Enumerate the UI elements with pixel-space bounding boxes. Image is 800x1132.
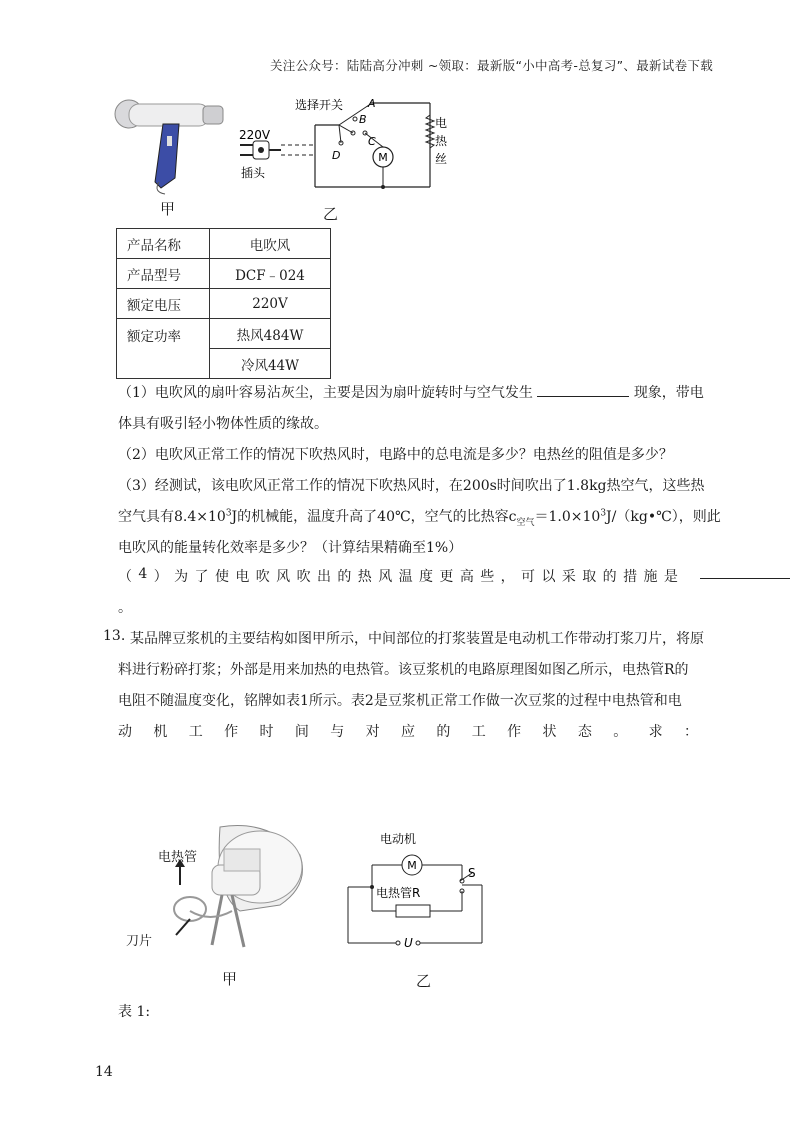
figure-label-yi: 乙 — [323, 205, 339, 223]
hair-dryer-image — [105, 92, 235, 197]
answer-blank[interactable] — [537, 382, 629, 397]
motor-symbol: M — [378, 151, 388, 164]
char: 工 — [471, 724, 486, 740]
table-cell: 热风484W — [210, 319, 331, 349]
char: 了 — [194, 569, 209, 585]
formula-text: J的机械能，温度升高了40℃，空气的比热容c — [231, 509, 517, 525]
answer-blank[interactable] — [700, 564, 790, 579]
formula-text: 空气具有8.4×10 — [118, 509, 226, 525]
contact-a-label: A — [368, 97, 376, 110]
table1-label: 表 1: — [118, 1004, 151, 1020]
heater-label-2: 热 — [435, 134, 448, 148]
char: 动 — [118, 724, 132, 740]
char: 的 — [436, 724, 451, 740]
q13-line3: 电阻不随温度变化，铭牌如表1所示。表2是豆浆机正常工作做一次豆浆的过程中电热管和电 — [118, 693, 682, 709]
table-cell: 额定电压 — [117, 289, 210, 319]
q13-number: 13. — [103, 628, 126, 644]
table-cell: 产品型号 — [117, 259, 210, 289]
char: （ — [118, 569, 132, 585]
char: 是 — [663, 569, 678, 585]
switch-label: S — [468, 866, 476, 880]
motor-label: 电动机 — [380, 832, 417, 846]
char: 求 — [648, 724, 663, 740]
q12-part2: （2）电吹风正常工作的情况下吹热风时，电路中的总电流是多少？电热丝的阻值是多少？ — [118, 447, 673, 463]
table-row — [117, 319, 331, 349]
q12-part1-cont: 体具有吸引轻小物体性质的缘故。 — [118, 416, 328, 432]
char: 工 — [188, 724, 203, 740]
page-header: 关注公众号：陆陆高分冲刺 ~领取：最新版“小中高考-总复习”、最新试卷下载 — [270, 58, 714, 73]
table-row — [117, 289, 331, 319]
page-number: 14 — [95, 1064, 113, 1080]
formula-subscript: 空气 — [516, 517, 535, 528]
char: 施 — [643, 569, 658, 585]
soymilk-circuit — [340, 825, 500, 955]
char: 间 — [294, 724, 309, 740]
char: ） — [153, 569, 168, 585]
char: 吹 — [296, 569, 311, 585]
blade-label: 刀片 — [126, 934, 153, 949]
char: 与 — [330, 724, 345, 740]
hair-dryer-circuit — [235, 95, 470, 195]
formula-text: J/（kg•℃），则此 — [606, 509, 721, 525]
char: 的 — [337, 569, 352, 585]
contact-b-label: B — [359, 113, 367, 126]
char: 为 — [174, 569, 189, 585]
table-row — [117, 229, 331, 259]
char: 取 — [582, 569, 597, 585]
char: 机 — [153, 724, 168, 740]
char: 电 — [235, 569, 250, 585]
formula-text: ＝1.0×10 — [534, 509, 601, 525]
q12-part4 — [118, 566, 678, 586]
char: 作 — [224, 724, 239, 740]
heater-label-1: 电 — [435, 116, 448, 130]
char: 热 — [357, 569, 372, 585]
char: 。 — [613, 724, 628, 740]
char: ： — [684, 724, 698, 740]
formula-superscript: 3 — [225, 508, 232, 519]
char: 态 — [577, 724, 592, 740]
table-row — [117, 259, 331, 289]
q12-part1-text-end: 现象，带电 — [633, 385, 704, 401]
char: 采 — [561, 569, 576, 585]
char: 风 — [276, 569, 291, 585]
figure-label-jia: 甲 — [160, 200, 176, 218]
char: 出 — [316, 569, 331, 585]
q12-part3-formula — [118, 506, 721, 528]
char: 4 — [138, 566, 148, 582]
char: 度 — [419, 569, 434, 585]
figure2-label-jia: 甲 — [222, 970, 238, 988]
figure2-label-yi: 乙 — [416, 972, 432, 990]
contact-d-label: D — [332, 149, 341, 162]
char: 以 — [541, 569, 556, 585]
char: 作 — [507, 724, 522, 740]
char: 应 — [401, 724, 415, 740]
q12-part1-text: （1）电吹风的扇叶容易沾灰尘，主要是因为扇叶旋转时与空气发生 — [118, 385, 533, 401]
char: 措 — [623, 569, 638, 585]
char: 时 — [259, 724, 274, 740]
table-cell: 额定功率 — [117, 319, 210, 379]
q13-line4 — [118, 721, 698, 741]
heater-tube-label: 电热管 — [158, 850, 198, 865]
table-cell: 电吹风 — [210, 229, 331, 259]
q12-part4-end: 。 — [118, 600, 132, 616]
char: 使 — [214, 569, 229, 585]
table-cell: DCF﹣024 — [210, 259, 331, 289]
voltage-label: 220V — [239, 128, 271, 142]
char: 更 — [439, 569, 454, 585]
char: ， — [500, 569, 515, 585]
char: 高 — [459, 569, 474, 585]
char: 的 — [602, 569, 617, 585]
product-table — [116, 228, 331, 379]
char: 温 — [398, 569, 413, 585]
table-cell: 冷风44W — [210, 349, 331, 379]
q12-part1 — [118, 382, 704, 402]
char: 吹 — [255, 569, 270, 585]
voltage-label: U — [404, 936, 413, 950]
switch-label: 选择开关 — [295, 98, 344, 112]
heater-label-3: 丝 — [435, 152, 448, 166]
heater-label: 电热管R — [376, 886, 421, 900]
q12-part3-cont: 电吹风的能量转化效率是多少？（计算结果精确至1%） — [118, 540, 463, 556]
q12-part3: （3）经测试，该电吹风正常工作的情况下吹热风时，在200s时间吹出了1.8kg热空气，这些热 — [118, 478, 705, 494]
contact-c-label: C — [368, 135, 376, 148]
q13-line1: 某品牌豆浆机的主要结构如图甲所示，中间部位的打浆装置是电动机工作带动打浆刀片，将原 — [130, 631, 704, 647]
char: 可 — [521, 569, 536, 585]
table-cell: 产品名称 — [117, 229, 210, 259]
q13-line2: 料进行粉碎打浆；外部是用来加热的电热管。该豆浆机的电路原理图如图乙所示，电热管R的 — [118, 662, 689, 678]
table-cell: 220V — [210, 289, 331, 319]
char: 状 — [542, 724, 557, 740]
motor-symbol: M — [407, 859, 417, 872]
plug-label: 插头 — [241, 166, 266, 180]
char: 对 — [365, 724, 380, 740]
char: 风 — [378, 569, 393, 585]
formula-superscript: 3 — [600, 508, 607, 519]
char: 些 — [480, 569, 495, 585]
